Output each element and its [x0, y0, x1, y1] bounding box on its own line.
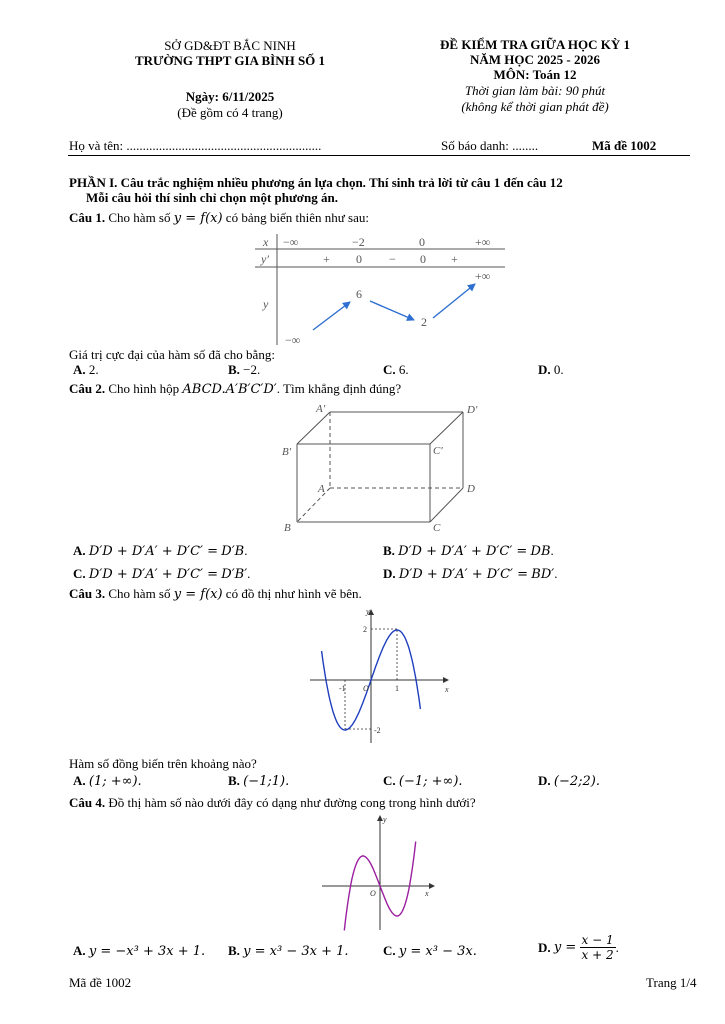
origin-label: O	[370, 889, 376, 898]
exam-duration: Thời gian làm bài: 90 phút	[464, 83, 606, 98]
function-graph-q3	[308, 605, 458, 745]
student-name-field: Họ và tên: ............................................................	[69, 138, 322, 153]
derivative-sign: −	[389, 252, 396, 266]
part1-title: PHẦN I. Câu trắc nghiệm nhiều phương án lựa chọn. Thí sinh trả lời từ câu 1 đến câu 12	[69, 175, 563, 190]
question-label: Câu 3.	[69, 586, 106, 601]
option-b[interactable]: B. y = x³ − 3x + 1.	[228, 943, 349, 959]
x-axis-label: x	[445, 685, 449, 694]
question-3-stem: Câu 3. Cho hàm số y = f(x) có đồ thị như hình vẽ bên.	[69, 586, 362, 602]
vertex-label: B′	[282, 446, 292, 458]
variation-table	[253, 232, 508, 347]
derivative-sign: 0	[356, 252, 362, 266]
candidate-number-field: Số báo danh: ........	[441, 138, 539, 153]
x-value: −2	[352, 235, 365, 249]
tick-label: -1	[339, 684, 346, 693]
question-label: Câu 4.	[69, 795, 106, 810]
tick-label: 1	[395, 684, 399, 693]
option-c[interactable]: C. D′D + D′A′ + D′C′ = D′B′.	[73, 566, 251, 582]
y-axis-label: y	[383, 815, 387, 824]
x-value: 0	[419, 235, 425, 249]
pages-note: (Đề gồm có 4 trang)	[177, 105, 283, 120]
origin-label: O	[363, 684, 369, 693]
option-d[interactable]: D. y = $\frac{x - 1}{x + 2}$ .	[538, 933, 619, 962]
vertex-label: B	[284, 522, 291, 534]
option-d[interactable]: D. D′D + D′A′ + D′C′ = BD′.	[383, 566, 558, 582]
fraction	[580, 933, 616, 962]
option-a[interactable]: A. (1; +∞).	[73, 773, 142, 789]
y-value: 2	[421, 315, 427, 329]
cuboid-figure	[280, 400, 485, 535]
option-a[interactable]: A. y = −x³ + 3x + 1.	[73, 943, 206, 959]
min-value-label: -2	[374, 726, 381, 735]
function-notation: y = f(x)	[173, 211, 223, 226]
x-value: +∞	[475, 235, 491, 249]
question-label: Câu 1.	[69, 210, 106, 225]
vertex-label: C	[433, 522, 441, 534]
vertex-label: A	[318, 483, 325, 495]
question-2-stem: Câu 2. Cho hình hộp ABCD.A′B′C′D′. Tìm khẳng định đúng?	[69, 381, 402, 397]
vertex-label: D′	[467, 404, 478, 416]
option-b[interactable]: B. D′D + D′A′ + D′C′ = DB.	[383, 543, 554, 559]
y-value: +∞	[475, 269, 491, 283]
option-c[interactable]: C. (−1; +∞).	[383, 773, 463, 789]
department-name: SỞ GD&ĐT BẮC NINH	[164, 38, 296, 53]
derivative-sign: +	[451, 252, 458, 266]
derivative-sign: +	[323, 252, 330, 266]
option-c[interactable]: C. y = x³ − 3x.	[383, 943, 477, 959]
vertex-label: A′	[316, 403, 326, 415]
vertex-label: C′	[433, 445, 443, 457]
x-row-label: x	[263, 235, 269, 249]
derivative-sign: 0	[420, 252, 426, 266]
duration-note: (không kể thời gian phát đề)	[461, 99, 609, 114]
option-b[interactable]: B. (−1;1).	[228, 773, 290, 789]
header-divider	[68, 155, 690, 156]
function-notation: y = f(x)	[173, 587, 223, 602]
option-b[interactable]: B. −2.	[228, 362, 261, 377]
part1-subtitle: Mỗi câu hỏi thí sinh chỉ chọn một phương án.	[86, 190, 338, 205]
question-1-stem: Câu 1. Cho hàm số y = f(x) có bảng biến thiên như sau:	[69, 210, 369, 226]
question-3-prompt: Hàm số đồng biến trên khoảng nào?	[69, 756, 257, 771]
y-axis-label: y	[366, 607, 370, 616]
y-row-label: y	[263, 297, 269, 311]
option-d[interactable]: D. 0.	[538, 362, 564, 377]
max-value-label: 2	[363, 625, 367, 634]
y-value: 6	[356, 287, 362, 301]
function-graph-q4	[318, 812, 438, 934]
increasing-arrow	[313, 302, 350, 330]
option-a[interactable]: A. 2.	[73, 362, 99, 377]
derivative-row-label: y′	[261, 252, 269, 266]
footer-exam-code: Mã đề 1002	[69, 975, 132, 990]
school-name: TRƯỜNG THPT GIA BÌNH SỐ 1	[134, 53, 326, 68]
denominator: x + 2	[581, 948, 614, 962]
exam-code: Mã đề 1002	[592, 138, 657, 153]
question-1-prompt: Giá trị cực đại của hàm số đã cho bằng:	[69, 347, 275, 362]
exam-title: ĐỀ KIỂM TRA GIỮA HỌC KỲ 1	[440, 37, 630, 52]
option-d[interactable]: D. (−2;2).	[538, 773, 600, 789]
x-axis-label: x	[425, 889, 429, 898]
vertex-label: D	[467, 483, 475, 495]
school-year: NĂM HỌC 2025 - 2026	[470, 52, 600, 67]
x-value: −∞	[283, 235, 299, 249]
y-value: −∞	[285, 333, 301, 347]
decreasing-arrow	[370, 301, 414, 320]
subject: MÔN: Toán 12	[493, 67, 577, 82]
page-number: Trang 1/4	[646, 975, 697, 990]
box-name: ABCD.A′B′C′D′	[182, 382, 277, 397]
increasing-arrow	[433, 284, 475, 318]
option-c[interactable]: C. 6.	[383, 362, 409, 377]
numerator: x − 1	[581, 933, 614, 947]
question-label: Câu 2.	[69, 381, 106, 396]
question-4-stem: Câu 4. Đồ thị hàm số nào dưới đây có dạng như đường cong trong hình dưới?	[69, 795, 476, 810]
exam-date: Ngày: 6/11/2025	[185, 89, 275, 104]
option-a[interactable]: A. D′D + D′A′ + D′C′ = D′B.	[73, 543, 248, 559]
